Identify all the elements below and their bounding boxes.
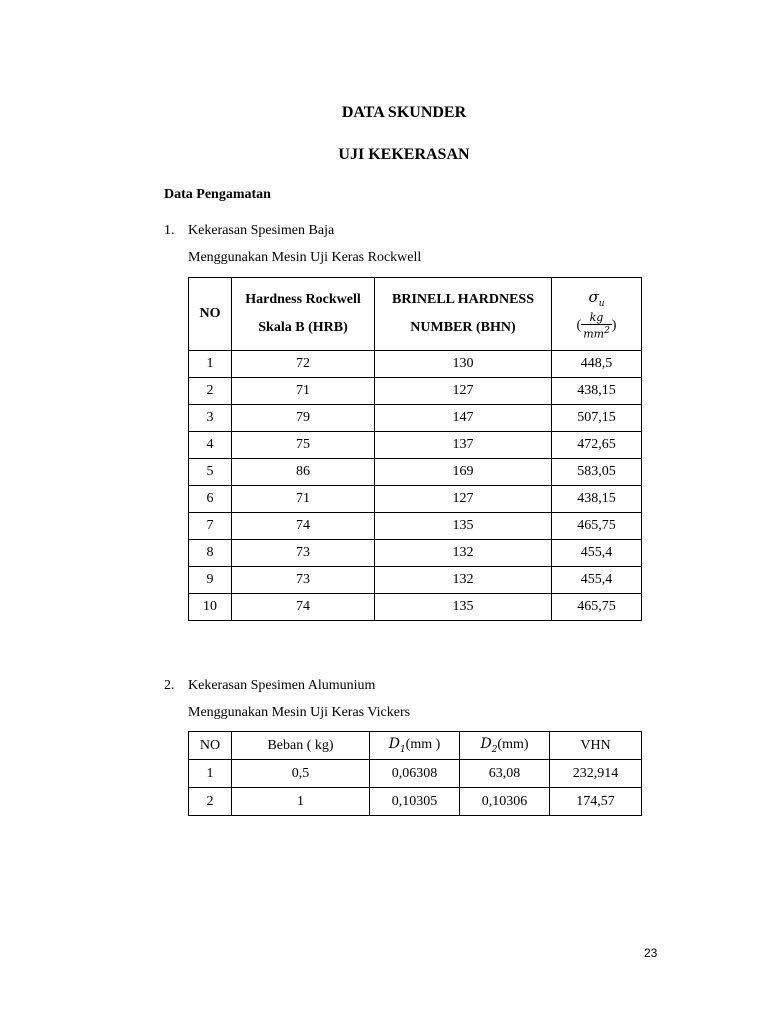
cell-no: 10 bbox=[189, 594, 232, 621]
table-row bbox=[189, 405, 642, 432]
aluminium-hardness-table bbox=[188, 731, 642, 816]
cell-sigma: 465,75 bbox=[552, 594, 642, 621]
item2-title: Kekerasan Spesimen Alumunium bbox=[188, 678, 376, 693]
header-bhn-line1: BRINELL HARDNESS bbox=[392, 292, 534, 307]
cell-hrb: 74 bbox=[232, 594, 375, 621]
item1-number: 1. bbox=[164, 223, 175, 238]
table-row bbox=[189, 486, 642, 513]
cell-hrb: 79 bbox=[232, 405, 375, 432]
header-bhn-line2: NUMBER (BHN) bbox=[410, 320, 516, 335]
cell-hrb: 74 bbox=[232, 513, 375, 540]
header-no: NO bbox=[189, 278, 232, 351]
cell-no: 2 bbox=[189, 378, 232, 405]
section-title: Data Pengamatan bbox=[164, 187, 271, 202]
header-vhn: VHN bbox=[550, 732, 642, 760]
cell-hrb: 86 bbox=[232, 459, 375, 486]
cell-bhn: 137 bbox=[375, 432, 552, 459]
cell-no: 6 bbox=[189, 486, 232, 513]
cell-hrb: 73 bbox=[232, 567, 375, 594]
table-row bbox=[189, 594, 642, 621]
cell-hrb: 75 bbox=[232, 432, 375, 459]
header-hrb bbox=[232, 278, 375, 351]
unit-paren-open: ( bbox=[576, 317, 582, 333]
d1-subscript: 1 bbox=[399, 744, 406, 755]
cell-sigma: 583,05 bbox=[552, 459, 642, 486]
table-row bbox=[189, 567, 642, 594]
cell-no: 8 bbox=[189, 540, 232, 567]
table-row bbox=[189, 432, 642, 459]
cell-vhn: 232,914 bbox=[550, 760, 642, 788]
cell-vhn: 174,57 bbox=[550, 788, 642, 816]
sigma-symbol: σ bbox=[588, 287, 599, 306]
cell-hrb: 71 bbox=[232, 378, 375, 405]
cell-hrb: 71 bbox=[232, 486, 375, 513]
cell-bhn: 132 bbox=[375, 567, 552, 594]
header-no: NO bbox=[189, 732, 232, 760]
cell-sigma: 448,5 bbox=[552, 351, 642, 378]
table-row bbox=[189, 351, 642, 378]
table-row bbox=[189, 513, 642, 540]
cell-d1: 0,10305 bbox=[370, 788, 460, 816]
cell-bhn: 135 bbox=[375, 594, 552, 621]
table-row bbox=[189, 540, 642, 567]
cell-no: 1 bbox=[189, 351, 232, 378]
cell-d2: 63,08 bbox=[460, 760, 550, 788]
sigma-unit bbox=[552, 311, 641, 341]
page-number: 23 bbox=[644, 946, 658, 960]
cell-sigma: 465,75 bbox=[552, 513, 642, 540]
cell-no: 1 bbox=[189, 760, 232, 788]
item2-subtitle: Menggunakan Mesin Uji Keras Vickers bbox=[188, 705, 411, 720]
cell-sigma: 507,15 bbox=[552, 405, 642, 432]
cell-sigma: 438,15 bbox=[552, 486, 642, 513]
unit-paren-close: ) bbox=[611, 317, 617, 333]
unit-numerator: kg bbox=[581, 311, 612, 325]
table-row bbox=[189, 788, 642, 816]
cell-no: 4 bbox=[189, 432, 232, 459]
cell-bhn: 147 bbox=[375, 405, 552, 432]
header-hrb-line1: Hardness Rockwell bbox=[245, 292, 361, 307]
d2-unit: (mm) bbox=[497, 737, 529, 753]
cell-beban: 0,5 bbox=[232, 760, 370, 788]
header-bhn bbox=[375, 278, 552, 351]
unit-denominator-exp: 2 bbox=[604, 325, 610, 336]
d1-symbol: D bbox=[388, 736, 400, 753]
d1-unit: (mm ) bbox=[405, 737, 441, 753]
header-beban: Beban ( kg) bbox=[232, 732, 370, 760]
cell-no: 9 bbox=[189, 567, 232, 594]
header-d1 bbox=[370, 732, 460, 760]
cell-d2: 0,10306 bbox=[460, 788, 550, 816]
cell-beban: 1 bbox=[232, 788, 370, 816]
unit-denominator: mm bbox=[583, 327, 605, 341]
d2-subscript: 2 bbox=[491, 744, 498, 755]
table-row bbox=[189, 378, 642, 405]
cell-bhn: 135 bbox=[375, 513, 552, 540]
header-d2 bbox=[460, 732, 550, 760]
cell-bhn: 169 bbox=[375, 459, 552, 486]
item1-title: Kekerasan Spesimen Baja bbox=[188, 223, 335, 238]
cell-sigma: 455,4 bbox=[552, 567, 642, 594]
header-sigma bbox=[552, 278, 642, 351]
cell-d1: 0,06308 bbox=[370, 760, 460, 788]
cell-bhn: 127 bbox=[375, 486, 552, 513]
cell-hrb: 72 bbox=[232, 351, 375, 378]
steel-hardness-table bbox=[188, 277, 642, 621]
cell-sigma: 455,4 bbox=[552, 540, 642, 567]
cell-no: 5 bbox=[189, 459, 232, 486]
page-title: DATA SKUNDER bbox=[341, 104, 467, 121]
table-row bbox=[189, 459, 642, 486]
d2-symbol: D bbox=[480, 736, 492, 753]
cell-no: 3 bbox=[189, 405, 232, 432]
cell-bhn: 127 bbox=[375, 378, 552, 405]
cell-hrb: 73 bbox=[232, 540, 375, 567]
cell-no: 2 bbox=[189, 788, 232, 816]
cell-bhn: 130 bbox=[375, 351, 552, 378]
cell-sigma: 472,65 bbox=[552, 432, 642, 459]
page-subtitle: UJI KEKERASAN bbox=[338, 146, 470, 163]
cell-bhn: 132 bbox=[375, 540, 552, 567]
item1-subtitle: Menggunakan Mesin Uji Keras Rockwell bbox=[188, 250, 422, 265]
header-hrb-line2: Skala B (HRB) bbox=[258, 320, 348, 335]
cell-sigma: 438,15 bbox=[552, 378, 642, 405]
cell-no: 7 bbox=[189, 513, 232, 540]
sigma-subscript: u bbox=[598, 298, 605, 309]
table-row bbox=[189, 760, 642, 788]
item2-number: 2. bbox=[164, 678, 175, 693]
